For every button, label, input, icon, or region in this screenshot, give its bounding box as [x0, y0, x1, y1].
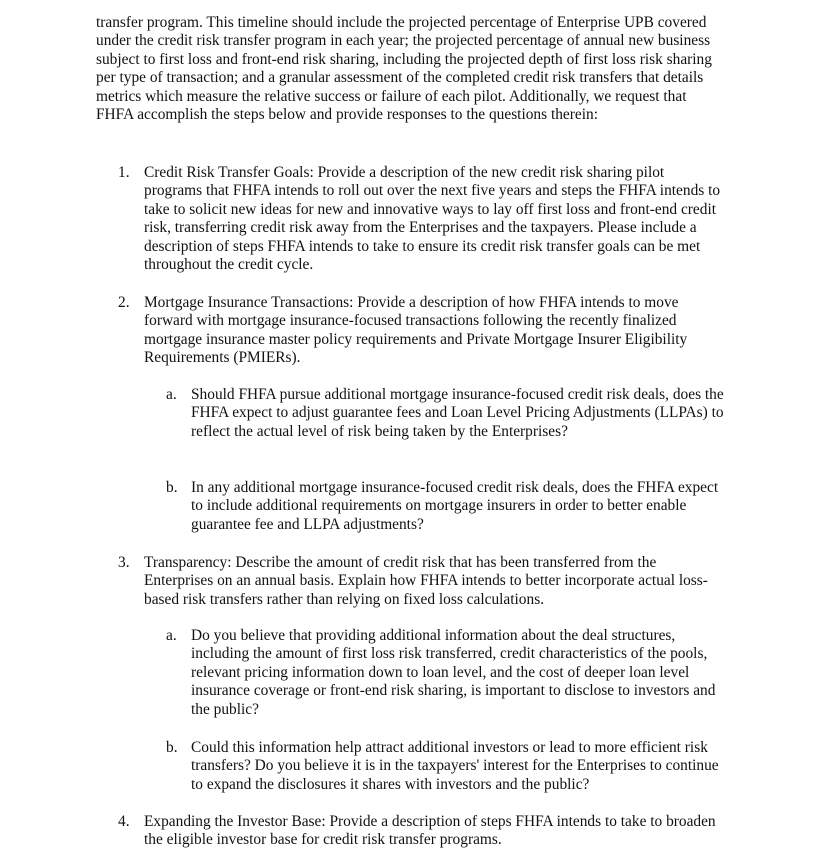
- list-item-text: Transparency: Describe the amount of credit risk that has been transferred from the Enterprises on an annual basis. Explain how FHFA intends to better incorporate actual loss-based risk transfers rather than relying on fixed loss calculations.: [144, 554, 708, 608]
- intro-paragraph: transfer program. This timeline should include the projected percentage of Enterprise UPB covered under the credit risk transfer program in each year; the projected percentage of annual new business subject to first loss and front-end risk sharing, including the projected depth of first loss risk sharing per type of transaction; and a granular assessment of the completed credit risk transfers that details metrics which measure the relative success or failure of each pilot. Additionally, we request that FHFA accomplish the steps below and provide responses to the questions therein:: [96, 14, 712, 124]
- sub-item-text: In any additional mortgage insurance-focused credit risk deals, does the FHFA expect to include additional requirements on mortgage insurers in order to better enable guarantee fee and LLPA adjustments?: [191, 479, 719, 533]
- sub-item-text: Could this information help attract additional investors or lead to more efficient risk transfers? Do you believe it is in the taxpayers' interest for the Enterprises to continue to expand the disclosures it shares with investors and the public?: [191, 739, 719, 793]
- sub-item-letter: a.: [166, 627, 177, 644]
- list-item-text: Mortgage Insurance Transactions: Provide a description of how FHFA intends to move forward with mortgage insurance-focused transactions following the recently finalized mortgage insurance master policy requirements and Private Mortgage Insurer Eligibility Requirements (PMIERs).: [144, 294, 688, 367]
- list-item-text: Credit Risk Transfer Goals: Provide a description of the new credit risk sharing pilot programs that FHFA intends to roll out over the next five years and steps the FHFA intends to take to solicit new ideas for new and innovative ways to lay off first loss and front-end credit risk, transferring credit risk away from the Enterprises and the taxpayers. Please include a description of steps FHFA intends to take to ensure its credit risk transfer goals can be met throughout the credit cycle.: [144, 164, 721, 274]
- sub-item-text: Should FHFA pursue additional mortgage insurance-focused credit risk deals, does the FHFA expect to adjust guarantee fees and Loan Level Pricing Adjustments (LLPAs) to reflect the actual level of risk being taken by the Enterprises?: [191, 386, 724, 440]
- list-item-number: 3.: [118, 554, 130, 571]
- list-item-text: Expanding the Investor Base: Provide a description of steps FHFA intends to take to broaden the eligible investor base for credit risk transfer programs.: [144, 813, 716, 849]
- list-item-number: 4.: [118, 813, 130, 830]
- sub-item-letter: b.: [166, 739, 178, 756]
- list-item-number: 1.: [118, 164, 130, 181]
- sub-item-letter: a.: [166, 386, 177, 403]
- list-item-number: 2.: [118, 294, 130, 311]
- sub-item-text: Do you believe that providing additional information about the deal structures, including the amount of first loss risk transferred, credit characteristics of the pools, relevant pricing information down to loan level, and the cost of deeper loan level insurance coverage or front-end risk sharing, is important to disclose to investors and the public?: [191, 627, 716, 718]
- sub-item-letter: b.: [166, 479, 178, 496]
